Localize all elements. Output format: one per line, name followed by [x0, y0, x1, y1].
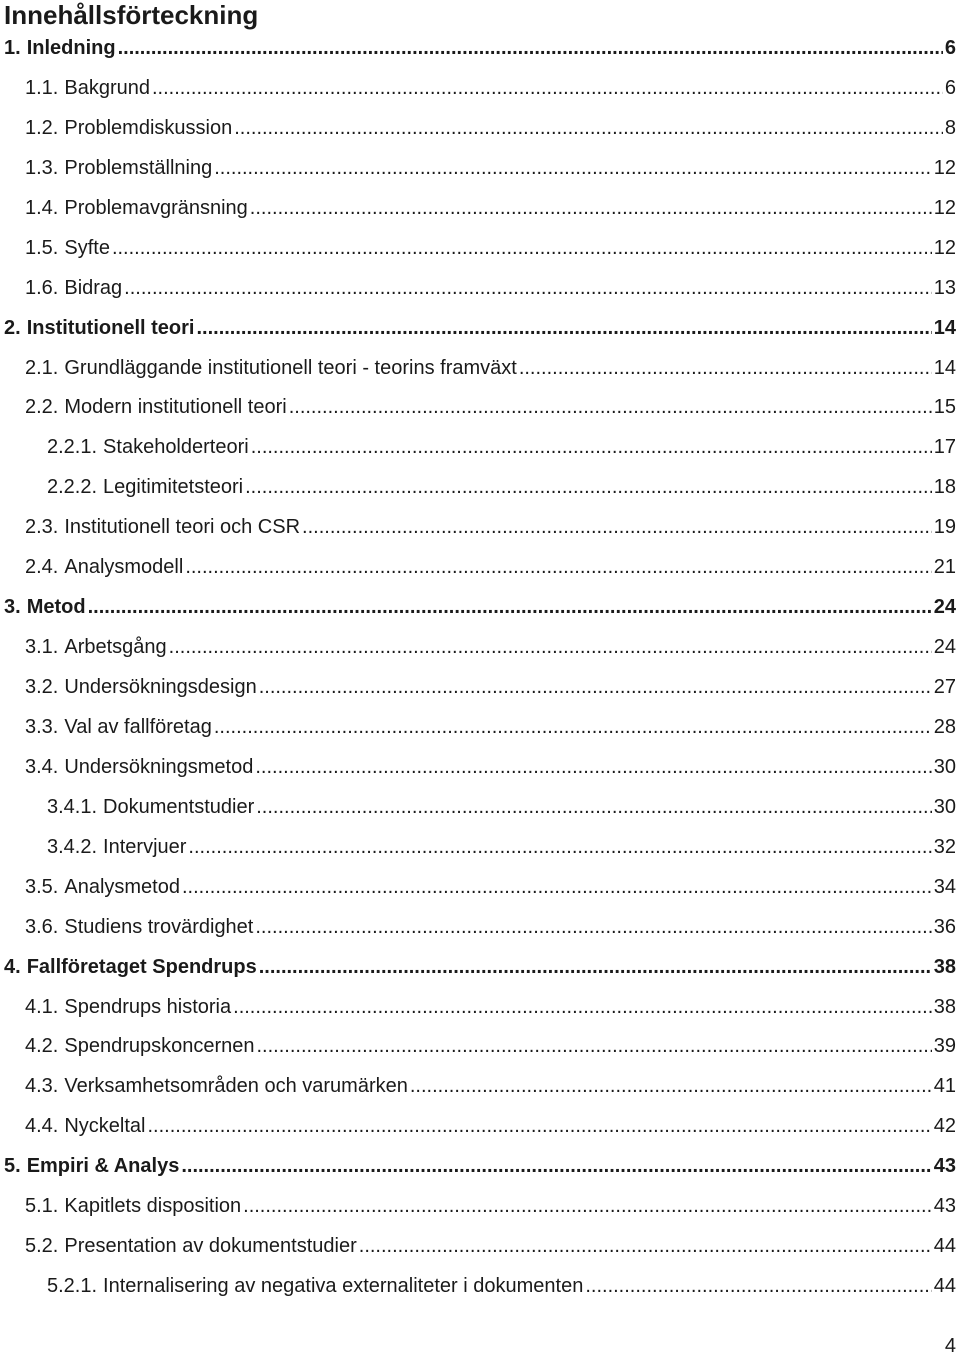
toc-dot-leader — [257, 1027, 932, 1067]
toc-dot-leader — [302, 508, 932, 548]
toc-entry-title: Bidrag — [64, 276, 123, 299]
toc-entry-title: Verksamhetsområden och varumärken — [64, 1075, 408, 1098]
toc-entry-page: 19 — [933, 516, 956, 539]
toc-entry-number: 4.3. — [25, 1075, 59, 1098]
toc-entry[interactable] — [0, 349, 960, 389]
toc-dot-leader — [214, 149, 932, 189]
toc-entry-number: 1.6. — [25, 276, 59, 299]
toc-entry-title: Presentation av dokumentstudier — [64, 1235, 357, 1258]
toc-entry[interactable] — [0, 628, 960, 668]
toc-entry[interactable] — [0, 708, 960, 748]
toc-entry-number: 2. — [4, 316, 21, 339]
toc-entry-title: Stakeholderteori — [103, 436, 249, 459]
toc-entry-number: 1.2. — [25, 116, 59, 139]
toc-entry-number: 5.2.1. — [47, 1275, 98, 1298]
toc-entry-number: 2.2.2. — [47, 476, 98, 499]
toc-entry-page: 18 — [933, 476, 956, 499]
toc-dot-leader — [359, 1227, 932, 1267]
toc-entry-title: Arbetsgång — [64, 636, 167, 659]
toc-entry-title: Institutionell teori och CSR — [64, 516, 301, 539]
toc-entry-page: 32 — [933, 835, 956, 858]
toc-dot-leader — [410, 1067, 932, 1107]
toc-entry-title: Modern institutionell teori — [64, 396, 287, 419]
toc-entry-page: 42 — [933, 1115, 956, 1138]
toc-entry-page: 30 — [933, 755, 956, 778]
toc-entry[interactable] — [0, 1267, 960, 1307]
toc-entry-page: 12 — [933, 196, 956, 219]
toc-dot-leader — [233, 988, 932, 1028]
toc-dot-leader — [182, 868, 932, 908]
toc-entry-title: Grundläggande institutionell teori - teorins framväxt — [64, 356, 517, 379]
toc-dot-leader — [196, 309, 931, 349]
toc-dot-leader — [152, 69, 943, 109]
toc-entry-page: 36 — [933, 915, 956, 938]
toc-entry-title: Analysmodell — [64, 556, 184, 579]
toc-entry-number: 3.4.2. — [47, 835, 98, 858]
toc-entry-number: 2.2.1. — [47, 436, 98, 459]
toc-entry[interactable] — [0, 149, 960, 189]
toc-entry-title: Inledning — [26, 37, 116, 59]
toc-entry-number: 4.1. — [25, 995, 59, 1018]
toc-entry-number: 3.1. — [25, 636, 59, 659]
toc-entry-title: Fallföretaget Spendrups — [26, 955, 257, 978]
toc-entry-number: 1.1. — [25, 76, 59, 99]
toc-entry[interactable] — [0, 908, 960, 948]
toc-entry-title: Nyckeltal — [64, 1115, 146, 1138]
toc-entry-number: 3.3. — [25, 715, 59, 738]
toc-dot-leader — [255, 748, 931, 788]
toc-entry-title: Kapitlets disposition — [64, 1195, 242, 1218]
toc-entry-number: 4. — [4, 955, 21, 978]
toc-entry-number: 4.2. — [25, 1035, 59, 1058]
toc-entry[interactable] — [0, 988, 960, 1028]
toc-entry[interactable] — [0, 189, 960, 229]
toc-entry[interactable] — [0, 748, 960, 788]
toc-entry-title: Internalisering av negativa externaliteter i dokumenten — [103, 1275, 584, 1298]
toc-entry-page: 12 — [933, 236, 956, 259]
toc-entry[interactable] — [0, 428, 960, 468]
toc-dot-leader — [289, 388, 932, 428]
toc-entry-page: 21 — [933, 556, 956, 579]
toc-entry-page: 14 — [933, 316, 956, 339]
toc-entry[interactable] — [0, 1227, 960, 1267]
toc-entry-title: Institutionell teori — [26, 316, 195, 339]
toc-entry-page: 38 — [933, 995, 956, 1018]
toc-entry-number: 3.4.1. — [47, 795, 98, 818]
toc-entry[interactable] — [0, 548, 960, 588]
toc-entry-page: 44 — [933, 1275, 956, 1298]
toc-entry[interactable] — [0, 1107, 960, 1147]
toc-entry-page: 6 — [944, 37, 956, 59]
page-title: Innehållsförteckning — [4, 0, 259, 30]
toc-dot-leader — [181, 1147, 931, 1187]
toc-dot-leader — [245, 468, 932, 508]
toc-entry[interactable] — [0, 588, 960, 628]
toc-entry[interactable] — [0, 309, 960, 349]
toc-entry-number: 3. — [4, 596, 21, 619]
toc-entry[interactable] — [0, 269, 960, 309]
toc-entry-title: Dokumentstudier — [103, 795, 255, 818]
toc-entry-title: Bakgrund — [64, 76, 150, 99]
toc-entry[interactable] — [0, 229, 960, 269]
toc-entry-number: 5. — [4, 1155, 21, 1178]
toc-entry-page: 28 — [933, 715, 956, 738]
toc-entry[interactable] — [0, 668, 960, 708]
toc-entry-title: Undersökningsmetod — [64, 755, 254, 778]
toc-entry-number: 1. — [4, 37, 21, 59]
toc-entry-page: 24 — [933, 596, 956, 619]
toc-dot-leader — [124, 269, 932, 309]
toc-entry[interactable] — [0, 1187, 960, 1227]
toc-entry-number: 1.3. — [25, 156, 59, 179]
toc-entry-number: 1.5. — [25, 236, 59, 259]
toc-entry-page: 34 — [933, 875, 956, 898]
toc-entry[interactable] — [0, 109, 960, 149]
toc-dot-leader — [169, 628, 932, 668]
toc-dot-leader — [148, 1107, 932, 1147]
toc-entry-title: Metod — [26, 596, 86, 619]
toc-dot-leader — [88, 588, 932, 628]
toc-entry[interactable] — [0, 69, 960, 109]
toc-entry-title: Spendrups historia — [64, 995, 232, 1018]
toc-entry[interactable] — [0, 1027, 960, 1067]
toc-entry-page: 38 — [933, 955, 956, 978]
table-of-contents — [0, 29, 960, 1307]
toc-entry-title: Undersökningsdesign — [64, 676, 257, 698]
toc-entry-page: 8 — [944, 116, 956, 139]
toc-entry-page: 43 — [933, 1155, 956, 1178]
toc-entry-page: 24 — [933, 636, 956, 659]
toc-entry-page: 14 — [933, 356, 956, 379]
toc-entry-title: Problemdiskussion — [64, 116, 233, 139]
toc-entry-page: 13 — [933, 276, 956, 299]
toc-entry[interactable] — [0, 948, 960, 988]
toc-entry-number: 2.2. — [25, 396, 59, 419]
toc-entry-title: Analysmetod — [64, 875, 180, 898]
toc-entry[interactable] — [0, 29, 960, 69]
page-number: 4 — [944, 1335, 956, 1357]
toc-entry[interactable] — [0, 468, 960, 508]
toc-entry-title: Empiri & Analys — [26, 1155, 180, 1178]
toc-dot-leader — [251, 428, 932, 468]
toc-entry-title: Legitimitetsteori — [103, 476, 244, 499]
toc-entry-page: 41 — [933, 1075, 956, 1098]
toc-entry-title: Problemavgränsning — [64, 196, 248, 219]
toc-entry-number: 3.2. — [25, 676, 59, 698]
toc-entry-number: 2.1. — [25, 356, 59, 379]
toc-dot-leader — [185, 548, 931, 588]
toc-entry-number: 3.4. — [25, 755, 59, 778]
toc-dot-leader — [234, 109, 943, 149]
toc-dot-leader — [214, 708, 932, 748]
toc-dot-leader — [255, 908, 931, 948]
toc-entry-number: 5.1. — [25, 1195, 59, 1218]
toc-entry-title: Studiens trovärdighet — [64, 915, 254, 938]
toc-entry-number: 1.4. — [25, 196, 59, 219]
toc-entry-number: 3.6. — [25, 915, 59, 938]
toc-entry-number: 3.5. — [25, 875, 59, 898]
toc-entry-page: 17 — [933, 436, 956, 459]
toc-dot-leader — [256, 788, 932, 828]
toc-entry-title: Problemställning — [64, 156, 213, 179]
toc-dot-leader — [259, 948, 932, 988]
toc-dot-leader — [243, 1187, 932, 1227]
toc-entry-title: Spendrupskoncernen — [64, 1035, 255, 1058]
toc-entry-number: 5.2. — [25, 1235, 59, 1258]
toc-entry-page: 6 — [944, 76, 956, 99]
toc-entry[interactable] — [0, 1067, 960, 1107]
toc-entry[interactable] — [0, 788, 960, 828]
toc-entry-page: 15 — [933, 396, 956, 419]
toc-entry-page: 12 — [933, 156, 956, 179]
toc-entry-number: 2.3. — [25, 516, 59, 539]
toc-dot-leader — [118, 29, 943, 69]
toc-dot-leader — [112, 229, 932, 269]
toc-entry-page: 27 — [933, 676, 956, 698]
toc-entry-title: Intervjuer — [103, 835, 187, 858]
toc-entry-number: 4.4. — [25, 1115, 59, 1138]
toc-dot-leader — [519, 349, 932, 389]
toc-entry-title: Val av fallföretag — [64, 715, 212, 738]
toc-entry[interactable] — [0, 868, 960, 908]
toc-entry-page: 44 — [933, 1235, 956, 1258]
toc-entry[interactable] — [0, 388, 960, 428]
toc-entry-page: 39 — [933, 1035, 956, 1058]
toc-entry[interactable] — [0, 1147, 960, 1187]
toc-dot-leader — [250, 189, 932, 229]
toc-entry-title: Syfte — [64, 236, 110, 259]
toc-entry[interactable] — [0, 828, 960, 868]
toc-entry[interactable] — [0, 508, 960, 548]
toc-dot-leader — [188, 828, 931, 868]
toc-dot-leader — [585, 1267, 931, 1307]
toc-entry-page: 30 — [933, 795, 956, 818]
toc-dot-leader — [259, 668, 932, 708]
toc-entry-page: 43 — [933, 1195, 956, 1218]
toc-entry-number: 2.4. — [25, 556, 59, 579]
